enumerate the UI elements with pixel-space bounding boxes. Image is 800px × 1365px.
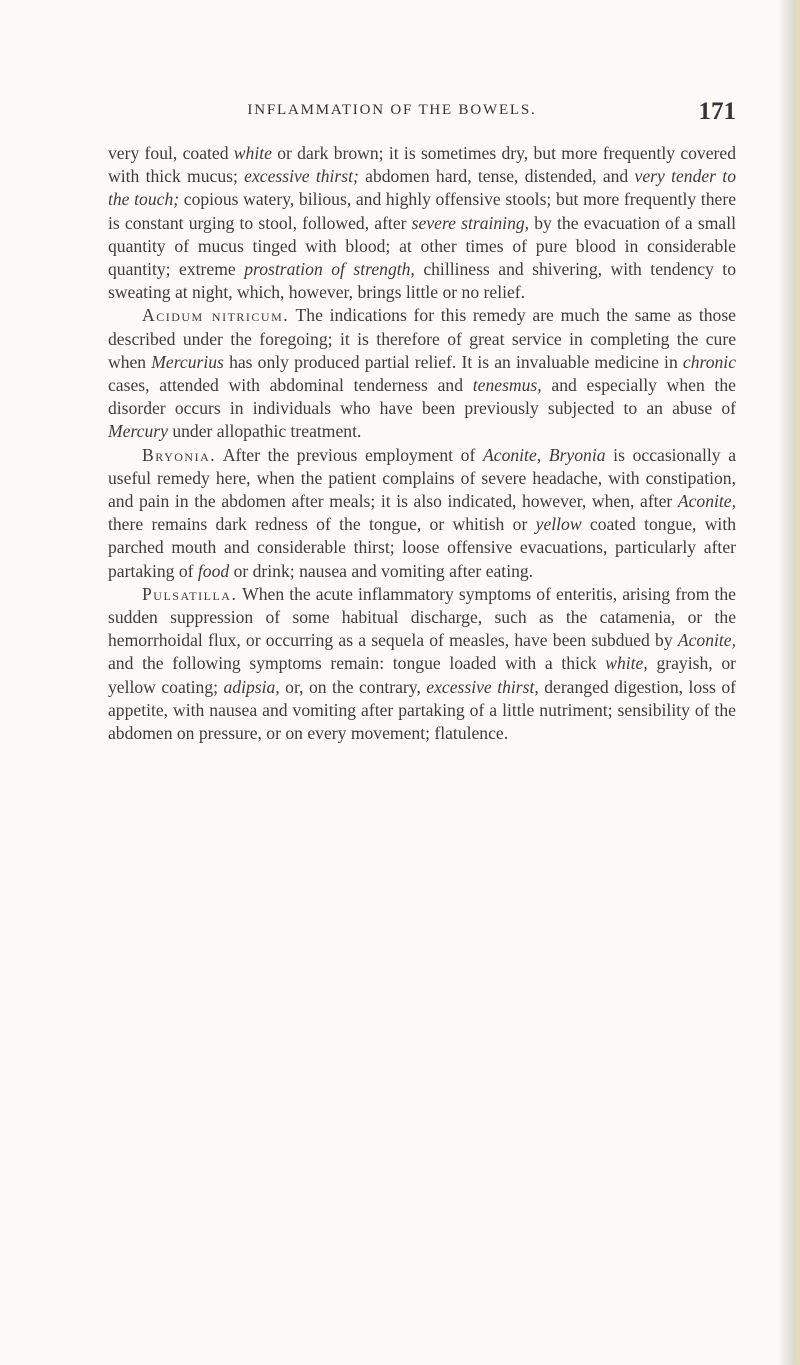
italic-text: Aconite, xyxy=(677,491,736,512)
italic-text: white xyxy=(233,143,272,163)
text-run: and especially when the disorder occurs in individuals who have been previously subjected to an abuse of xyxy=(108,375,736,419)
italic-text: very tender to the touch; xyxy=(108,166,736,210)
italic-text: excessive thirst; xyxy=(244,166,359,187)
italic-text: white, xyxy=(605,653,648,674)
text-run: grayish, or yellow coating; xyxy=(108,653,736,697)
text-run: is occasionally a useful remedy here, when the patient complains of severe headache, with constipation, and pain in the abdomen after meals; it is also indicated, however, when, after xyxy=(108,444,737,512)
text-run: The indications for this remedy are much the same as those described under the foregoing; it is therefore of great service in completing the cure when xyxy=(108,305,736,372)
text-run: When the acute inflammatory symptoms of enteritis, arising from the sudden suppression of some habitual discharge, such as the catamenia, or the hemorrhoidal flux, or occurring as a sequela of measles, have been subdued by xyxy=(108,583,736,651)
text-run: cases, attended with abdominal tenderness and xyxy=(108,375,473,396)
remedy-name: Bryonia. xyxy=(142,444,217,465)
page-edge-shadow xyxy=(778,0,800,1365)
text-run: abdomen hard, tense, distended, and xyxy=(358,166,635,187)
italic-text: chronic xyxy=(682,351,736,372)
paragraph xyxy=(108,304,736,443)
italic-text: prostration of strength, xyxy=(244,259,415,280)
text-run: coated tongue, with parched mouth and considerable thirst; loose offensive evacuations, particularly after partaking of xyxy=(108,514,737,581)
paragraph xyxy=(108,583,736,745)
paragraph xyxy=(108,444,736,583)
italic-text: excessive thirst, xyxy=(426,676,539,697)
text-run: has only produced partial relief. It is an invaluable medicine in xyxy=(223,351,683,372)
text-run: very foul, coated xyxy=(108,143,234,163)
italic-text: severe straining, xyxy=(411,212,530,233)
text-run: by the evacuation of a small quantity of mucus tinged with blood; at other times of pure blood in considerable quantity; extreme xyxy=(108,212,736,280)
italic-text: Aconite, xyxy=(677,630,736,651)
italic-text: adipsia, xyxy=(223,676,280,697)
text-run: or, on the contrary, xyxy=(279,676,427,697)
text-run: or drink; nausea and vomiting after eating. xyxy=(229,560,534,581)
text-run: or dark brown; it is sometimes dry, but more frequently covered with thick mucus; xyxy=(108,143,736,187)
remedy-name: Acidum nitricum. xyxy=(142,305,290,326)
text-run: there remains dark redness of the tongue, or whitish or xyxy=(108,514,536,535)
italic-text: food xyxy=(197,560,230,581)
remedy-name: Pulsatilla. xyxy=(142,583,238,604)
page-number: 171 xyxy=(698,98,736,125)
italic-text: Mercurius xyxy=(151,351,224,372)
italic-text: Aconite, Bryonia xyxy=(483,444,606,465)
italic-text: yellow xyxy=(535,514,582,535)
text-run: under allopathic treatment. xyxy=(167,421,362,442)
body-text xyxy=(108,142,736,745)
running-head: INFLAMMATION OF THE BOWELS. xyxy=(247,102,537,118)
italic-text: Mercury xyxy=(108,421,168,442)
text-run: copious watery, bilious, and highly offensive stools; but more frequently there is constant urging to stool, followed, after xyxy=(108,189,737,233)
text-run: After the previous employment of xyxy=(216,444,484,465)
paragraph xyxy=(108,142,736,304)
italic-text: tenesmus, xyxy=(472,375,542,396)
text-run: deranged digestion, loss of appetite, with nausea and vomiting after partaking of a little nutriment; sensibility of the abdomen on pressure, or on every movement; flatulence. xyxy=(108,676,736,744)
text-run: chilliness and shivering, with tendency to sweating at night, which, however, brings little or no relief. xyxy=(108,259,736,303)
text-run: and the following symptoms remain: tongue loaded with a thick xyxy=(108,653,606,674)
page-header xyxy=(108,100,736,134)
